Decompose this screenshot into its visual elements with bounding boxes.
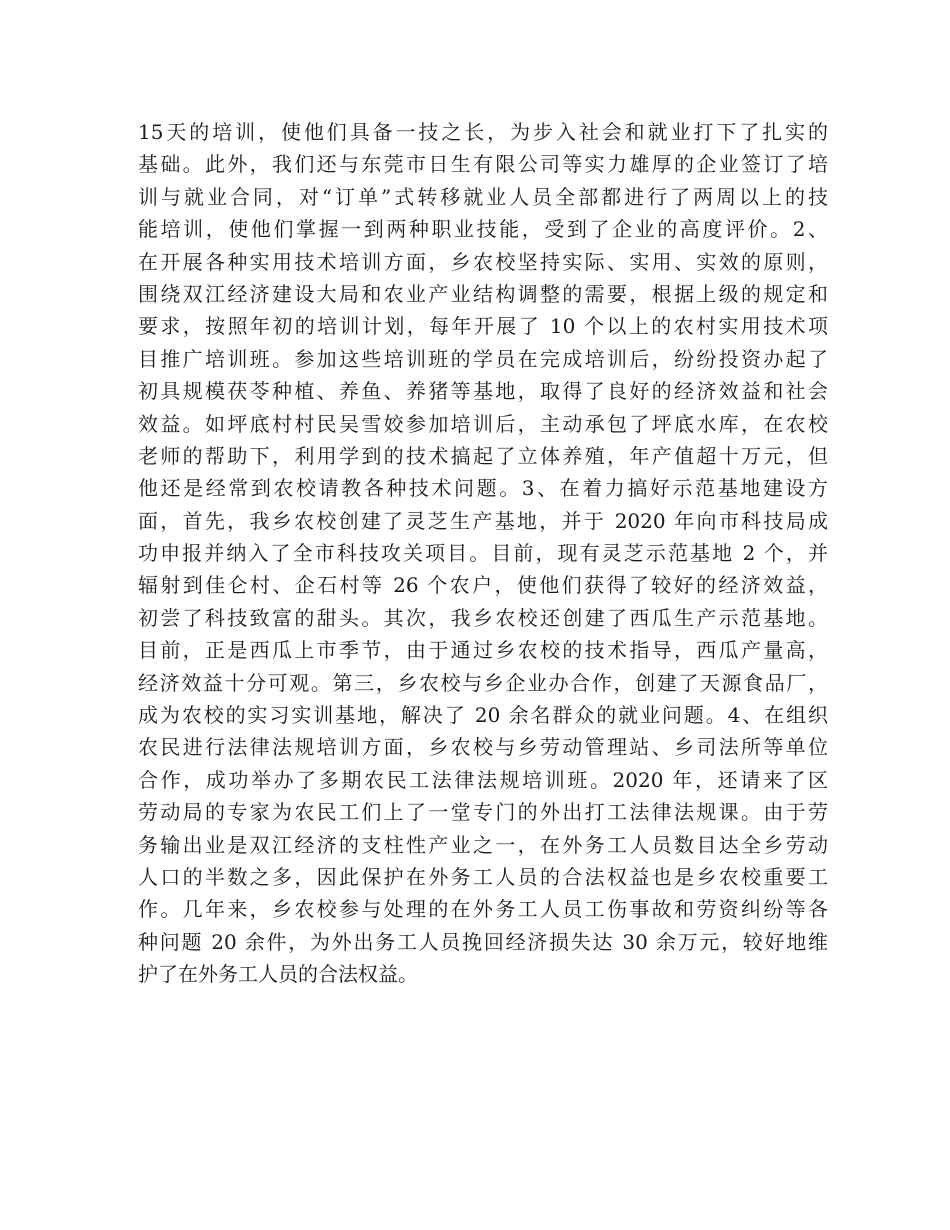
text-line: 要求，按照年初的培训计划，每年开展了 10 个以上的农村实用技术项 [138,314,828,339]
text-line: 老师的帮助下，利用学到的技术搞起了立体养殖，年产值超十万元，但 [138,443,828,468]
text-line: 训与就业合同，对“订单”式转移就业人员全部都进行了两周以上的技 [138,184,828,209]
text-line: 能培训，使他们掌握一到两种职业技能，受到了企业的高度评价。2、 [138,217,828,242]
text-line: 经济效益十分可观。第三，乡农校与乡企业办合作，创建了天源食品厂， [138,670,828,695]
text-line: 效益。如坪底村村民吴雪姣参加培训后，主动承包了坪底水库，在农校 [138,411,828,436]
text-line: 人口的半数之多，因此保护在外务工人员的合法权益也是乡农校重要工 [138,864,828,889]
text-line: 劳动局的专家为农民工们上了一堂专门的外出打工法律法规课。由于劳 [138,800,828,825]
text-line: 15天的培训，使他们具备一技之长，为步入社会和就业打下了扎实的 [138,120,828,144]
text-line: 作。几年来，乡农校参与处理的在外务工人员工伤事故和劳资纠纷等各 [138,897,828,922]
text-line: 目推广培训班。参加这些培训班的学员在完成培训后，纷纷投资办起了 [138,346,828,371]
text-line: 务输出业是双江经济的支柱性产业之一，在外务工人员数目达全乡劳动 [138,832,828,857]
text-line: 他还是经常到农校请教各种技术问题。3、在着力搞好示范基地建设方 [138,476,828,501]
text-line: 农民进行法律法规培训方面，乡农校与乡劳动管理站、乡司法所等单位 [138,735,828,760]
text-line: 辐射到佳仑村、企石村等 26 个农户，使他们获得了较好的经济效益， [138,573,828,598]
body-text [138,116,828,991]
text-line: 基础。此外，我们还与东莞市日生有限公司等实力雄厚的企业签订了培 [138,152,828,177]
text-line: 围绕双江经济建设大局和农业产业结构调整的需要，根据上级的规定和 [138,281,828,306]
text-line: 护了在外务工人员的合法权益。 [138,962,418,987]
text-line: 初尝了科技致富的甜头。其次，我乡农校还创建了西瓜生产示范基地。 [138,605,828,630]
text-line: 功申报并纳入了全市科技攻关项目。目前，现有灵芝示范基地 2 个，并 [138,541,828,566]
text-line: 种问题 20 余件，为外出务工人员挽回经济损失达 30 余万元，较好地维 [138,929,828,954]
text-line: 合作，成功举办了多期农民工法律法规培训班。2020 年，还请来了区 [138,767,828,792]
text-line: 面，首先，我乡农校创建了灵芝生产基地，并于 2020 年向市科技局成 [138,508,828,533]
text-line: 初具规模茯苓种植、养鱼、养猪等基地，取得了良好的经济效益和社会 [138,379,828,404]
text-line: 在开展各种实用技术培训方面，乡农校坚持实际、实用、实效的原则， [138,249,828,274]
text-line: 目前，正是西瓜上市季节，由于通过乡农校的技术指导，西瓜产量高， [138,638,828,663]
text-line: 成为农校的实习实训基地，解决了 20 余名群众的就业问题。4、在组织 [138,703,828,728]
